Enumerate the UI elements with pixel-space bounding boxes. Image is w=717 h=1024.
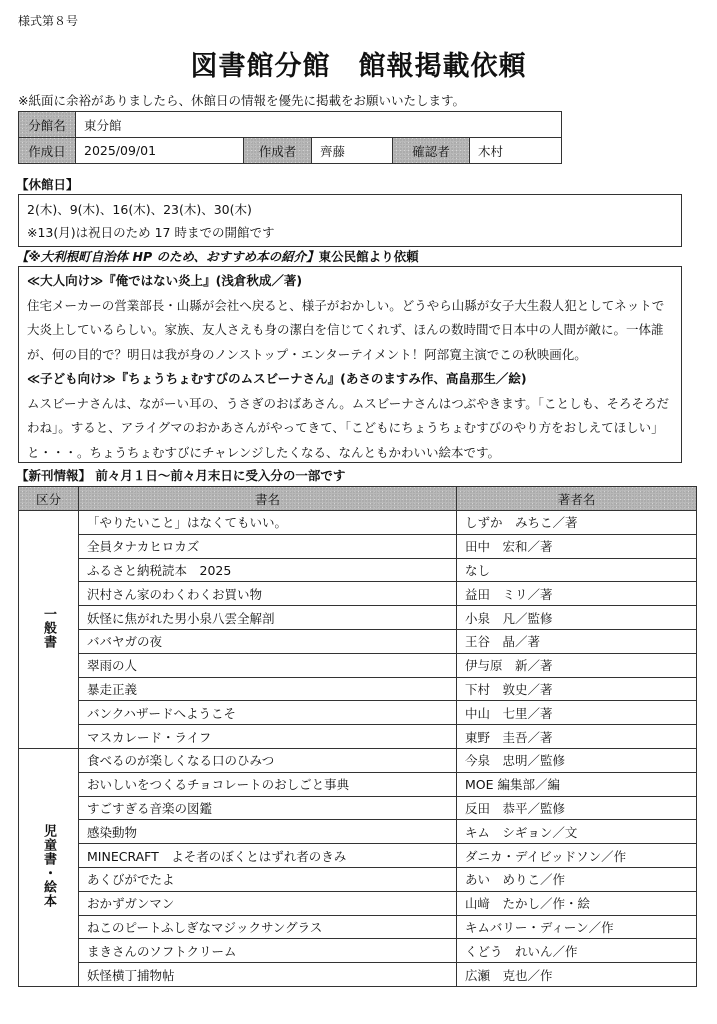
recommend-heading-rest: 東公民館より依頼 — [318, 249, 419, 264]
book-title: 妖怪に焦がれた男小泉八雲全解剖 — [79, 606, 457, 630]
closed-days-box — [18, 194, 682, 247]
book-title: 妖怪横丁捕物帖 — [79, 963, 457, 987]
book-title: ねこのピートふしぎなマジックサングラス — [79, 915, 457, 939]
book-title: 食べるのが楽しくなる口のひみつ — [79, 748, 457, 772]
book-author: 小泉 凡／監修 — [457, 606, 697, 630]
book-title: あくびがでたよ — [79, 867, 457, 891]
table-row — [19, 891, 697, 915]
book-title: おかずガンマン — [79, 891, 457, 915]
new-books-table — [18, 486, 697, 987]
table-row — [19, 748, 697, 772]
table-row — [19, 867, 697, 891]
table-header-row — [19, 487, 697, 511]
book-author: 東野 圭吾／著 — [457, 725, 697, 749]
branch-label: 分館名 — [19, 112, 76, 138]
book-author: 反田 恭平／監修 — [457, 796, 697, 820]
table-row — [19, 725, 697, 749]
category-label: 児童書・絵本 — [41, 823, 56, 908]
table-row — [19, 701, 697, 725]
closed-days-dates: 2(木)、9(木)、16(木)、23(木)、30(木) — [27, 202, 252, 217]
table-row — [19, 511, 697, 535]
table-row — [19, 939, 697, 963]
adult-book-text: 住宅メーカーの営業部長・山縣が会社へ戻ると、様子がおかしい。どうやら山縣が女子大生殺人犯としてネットで大炎上しているらしい。家族、友人さえも身の潔白を信じてくれず、ほんの数時間で日本中の人間が敵に。一体誰が、何の目的で？明日は我が身のノンストップ・エンターテイメント！阿部寛主演でこの秋映画化。 — [27, 297, 665, 362]
column-header-category: 区分 — [19, 487, 79, 511]
book-author: 益田 ミリ／著 — [457, 582, 697, 606]
child-book-text: ムスビーナさんは、ながーい耳の、うさぎのおばあさん。ムスビーナさんはつぶやきます。「ことしも、そろそろだわね」。すると、アライグマのおかあさんがやってきて、「こどもにちょうちょむすびのやり方をおしえてほしい」と・・・。ちょうちょむすびにチャレンジしたくなる、なんともかわいい絵本です。 — [27, 395, 670, 460]
book-title: 暴走正義 — [79, 677, 457, 701]
book-author: あい めりこ／作 — [457, 867, 697, 891]
priority-note: ※紙面に余裕がありましたら、休館日の情報を優先に掲載をお願いいたします。 — [18, 93, 465, 108]
table-row — [19, 844, 697, 868]
recommend-heading — [16, 247, 419, 265]
book-title: バンクハザードへようこそ — [79, 701, 457, 725]
book-author: 下村 敦史／著 — [457, 677, 697, 701]
page-title: 図書館分館 館報掲載依頼 — [190, 51, 527, 82]
adult-book-title: ≪大人向け≫『俺ではない炎上』(浅倉秋成／著) — [27, 273, 303, 288]
table-row — [19, 558, 697, 582]
date-label: 作成日 — [19, 138, 76, 164]
new-books-heading: 【新刊情報】 前々月１日～前々月末日に受入分の一部です — [16, 468, 346, 483]
table-row — [19, 796, 697, 820]
book-title: すごすぎる音楽の図鑑 — [79, 796, 457, 820]
child-book-title: ≪子ども向け≫『ちょうちょむすびのムスビーナさん』(あさのますみ作、高畠那生／絵) — [27, 371, 527, 386]
category-cell-general — [19, 511, 79, 749]
closed-days-note: ※13(月)は祝日のため 17 時までの開館です — [27, 225, 275, 240]
book-author: MOE 編集部／編 — [457, 772, 697, 796]
book-title: まきさんのソフトクリーム — [79, 939, 457, 963]
book-title: MINECRAFT よそ者のぼくとはずれ者のきみ — [79, 844, 457, 868]
book-author: 王谷 晶／著 — [457, 629, 697, 653]
form-number: 様式第８号 — [18, 14, 79, 28]
book-author: 山﨑 たかし／作・絵 — [457, 891, 697, 915]
book-title: 全員タナカヒロカズ — [79, 534, 457, 558]
author-value: 齊藤 — [312, 138, 393, 164]
checker-label: 確認者 — [393, 138, 470, 164]
book-title: ババヤガの夜 — [79, 629, 457, 653]
book-title: 「やりたいこと」はなくてもいい。 — [79, 511, 457, 535]
category-cell-children — [19, 748, 79, 986]
date-value: 2025/09/01 — [76, 138, 244, 164]
book-title: ふるさと納税読本 2025 — [79, 558, 457, 582]
table-row — [19, 534, 697, 558]
table-row — [19, 606, 697, 630]
category-label: 一般書 — [41, 606, 56, 649]
recommend-box — [18, 266, 682, 463]
book-title: 感染動物 — [79, 820, 457, 844]
table-row — [19, 653, 697, 677]
table-row — [19, 677, 697, 701]
book-author: くどう れいん／作 — [457, 939, 697, 963]
table-row — [19, 772, 697, 796]
table-row — [19, 582, 697, 606]
column-header-author: 著者名 — [457, 487, 697, 511]
book-title: マスカレード・ライフ — [79, 725, 457, 749]
book-title: 沢村さん家のわくわくお買い物 — [79, 582, 457, 606]
book-author: 伊与原 新／著 — [457, 653, 697, 677]
recommend-heading-italic: 【※大利根町自治体 HP のため、おすすめ本の紹介】 — [16, 249, 319, 264]
header-info-table — [18, 111, 562, 164]
book-title: おいしいをつくるチョコレートのおしごと事典 — [79, 772, 457, 796]
book-author: キムバリー・ディーン／作 — [457, 915, 697, 939]
table-row — [19, 629, 697, 653]
book-author: 田中 宏和／著 — [457, 534, 697, 558]
book-author: ダニカ・デイビッドソン／作 — [457, 844, 697, 868]
column-header-title: 書名 — [79, 487, 457, 511]
branch-value: 東分館 — [76, 112, 562, 138]
closed-days-heading: 【休館日】 — [16, 177, 79, 192]
author-label: 作成者 — [244, 138, 312, 164]
book-author: 広瀬 克也／作 — [457, 963, 697, 987]
book-author: なし — [457, 558, 697, 582]
book-author: しずか みちこ／著 — [457, 511, 697, 535]
book-author: 今泉 忠明／監修 — [457, 748, 697, 772]
checker-value: 木村 — [470, 138, 562, 164]
table-row — [19, 820, 697, 844]
book-title: 翠雨の人 — [79, 653, 457, 677]
book-author: 中山 七里／著 — [457, 701, 697, 725]
table-row — [19, 963, 697, 987]
book-author: キム シギョン／文 — [457, 820, 697, 844]
table-row — [19, 915, 697, 939]
